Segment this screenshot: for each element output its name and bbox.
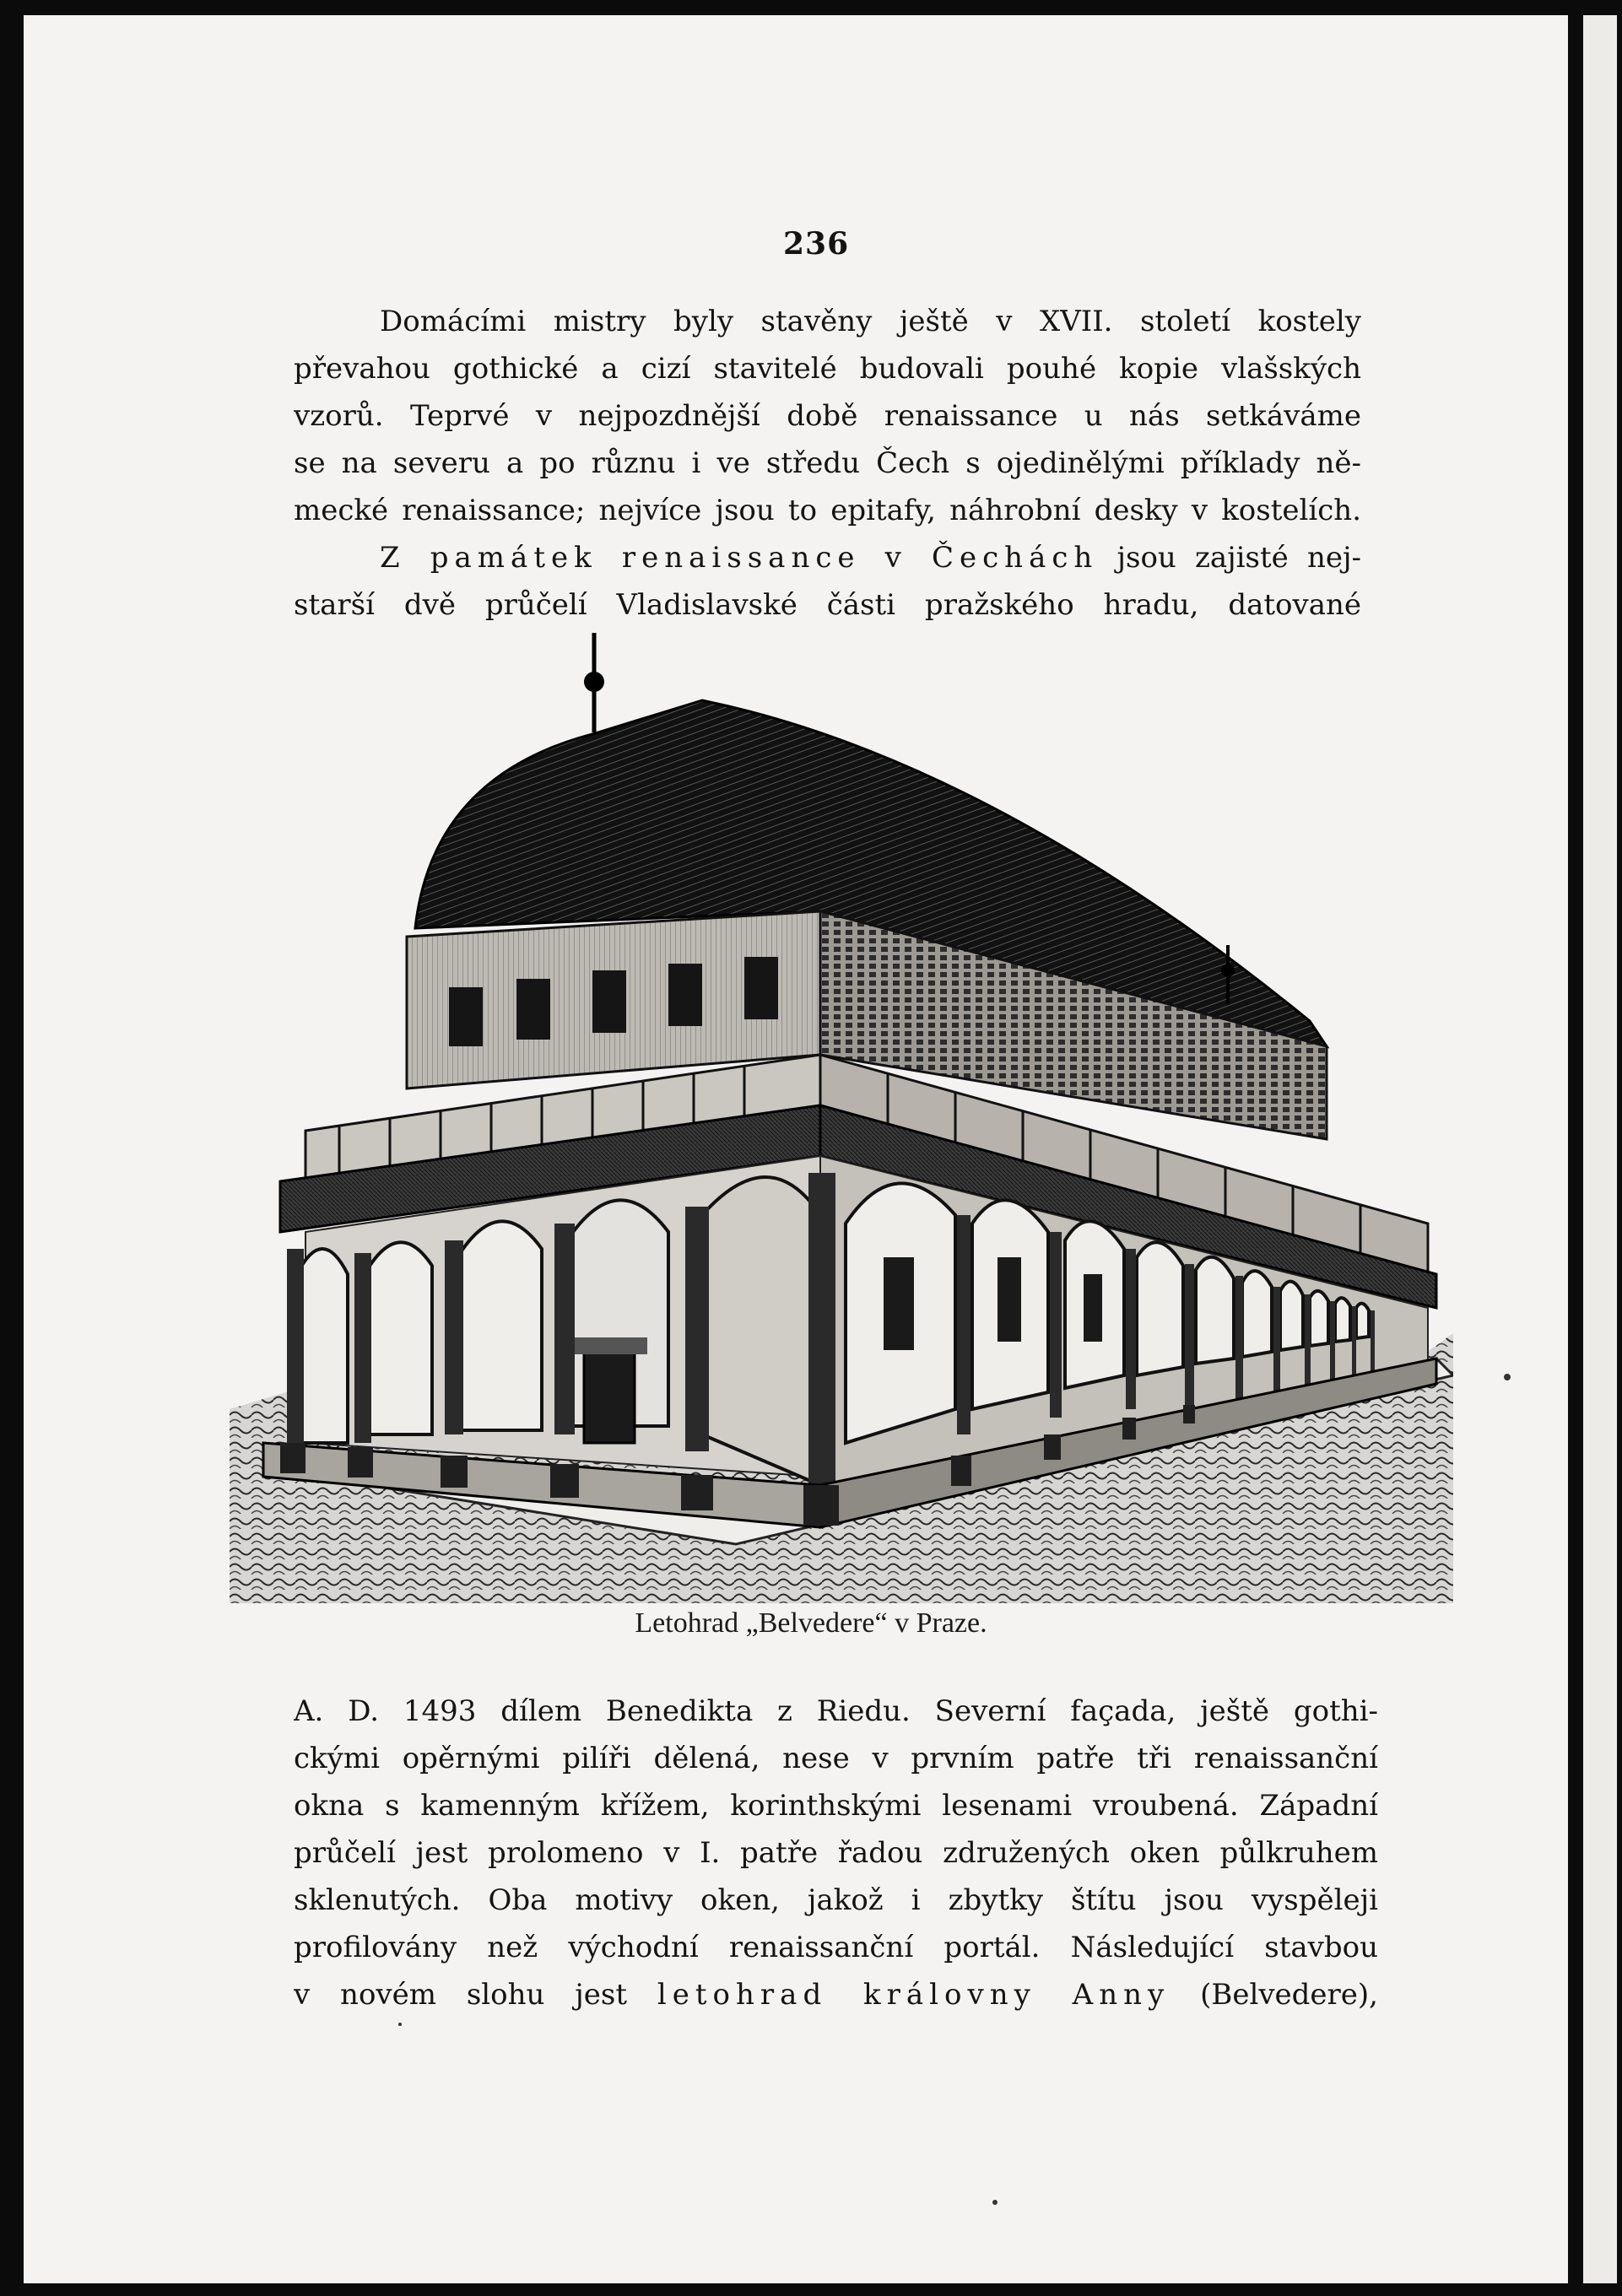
text-line [294,534,1361,581]
paragraph-intro [294,298,1361,629]
text-line: A. D. 1493 dílem Benedikta z Riedu. Severní façada, ještě gothi- [294,1694,1378,1728]
text-fragment: jsou zajisté nej- [1116,541,1361,575]
text-line: ckými opěrnými pilíři dělená, nese v prvním patře tři renaissanční [294,1742,1378,1775]
text-fragment: v novém slohu jest [294,1978,628,2012]
text-line: sklenutých. Oba motivy oken, jakož i zbytky štítu jsou vyspěleji [294,1883,1378,1917]
spaced-emphasis: letohrad královny Anny [657,1978,1171,2012]
belvedere-engraving [230,633,1453,1603]
text-line: Domácími mistry byly stavěny ještě v XVII. století kostely [380,305,1361,338]
figure-caption: Letohrad „Belvedere“ v Praze. [635,1607,987,1639]
engraving-illustration [230,633,1453,1603]
page-number: 236 [783,226,850,262]
scan-speck [992,2200,998,2205]
scan-speck [1504,1374,1511,1380]
text-line [294,1971,1378,2018]
text-line: okna s kamenným křížem, korinthskými lesenami vroubená. Západní [294,1789,1378,1823]
text-line: se na severu a po různu i ve středu Čech s ojedinělými příklady ně- [294,446,1361,480]
text-line: starší dvě průčelí Vladislavské části pražského hradu, datované [294,588,1361,622]
text-line: průčelí jest prolomeno v I. patře řadou združených oken půlkruhem [294,1836,1378,1870]
text-line: převahou gothické a cizí stavitelé budovali pouhé kopie vlašských [294,352,1361,386]
text-line: mecké renaissance; nejvíce jsou to epitafy, náhrobní desky v kostelích. [294,494,1361,527]
paragraph-continuation [294,1688,1378,2018]
next-page-edge [1583,15,1617,2283]
spaced-emphasis: Z památek renaissance v Čechách [380,541,1099,575]
text-fragment: (Belvedere), [1200,1978,1378,2012]
text-line: profilovány než východní renaissanční portál. Následující stavbou [294,1931,1378,1964]
scan-speck [398,2023,402,2026]
text-line: vzorů. Teprvé v nejpozdnější době renaissance u nás setkáváme [294,399,1361,433]
